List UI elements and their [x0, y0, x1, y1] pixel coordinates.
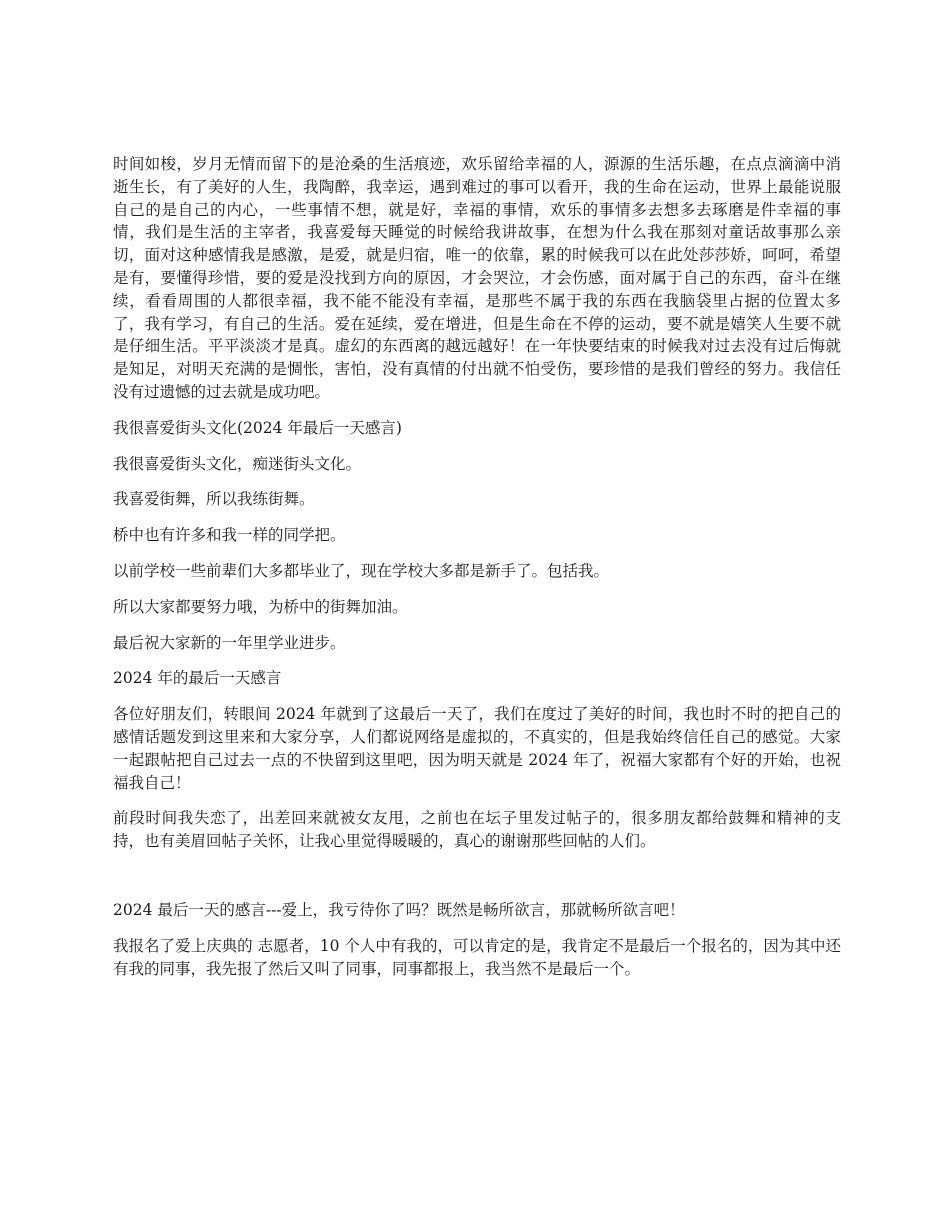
- paragraph-intro: 时间如梭，岁月无情而留下的是沧桑的生活痕迹，欢乐留给幸福的人，源源的生活乐趣，在点点滴滴中消逝生长，有了美好的人生，我陶醉，我幸运，遇到难过的事可以看开，我的生命在运动，世界上最能说服自己的是自己的内心，一些事情不想，就是好，幸福的事情，欢乐的事情多去想多去琢磨是件幸福的事情，我们是生活的主宰者，我喜爱每天睡觉的时候给我讲故事，在想为什么我在那刻对童话故事那么亲切，面对这种感情我是感激，是爱，就是归宿，唯一的依靠，累的时候我可以在此处莎莎娇，呵呵，希望是有，要懂得珍惜，要的爱是没找到方向的原因，才会哭泣，才会伤感，面对属于自己的东西，奋斗在继续，看看周围的人都很幸福，我不能不能没有幸福，是那些不属于我的东西在我脑袋里占据的位置太多了，我有学习，有自己的生活。爱在延续，爱在增进，但是生命在不停的运动，要不就是嬉笑人生要不就是仔细生活。平平淡淡才是真。虚幻的东西离的越远越好！在一年快要结束的时候我对过去没有过后悔就是知足，对明天充满的是惆怅，害怕，没有真情的付出就不怕受伤，要珍惜的是我们曾经的努力。我信任没有过遗憾的过去就是成功吧。: [113, 155, 841, 401]
- paragraph-street-culture-6: 最后祝大家新的一年里学业进步。: [113, 633, 346, 652]
- paragraph-last-day-2: 前段时间我失恋了，出差回来就被女友甩，之前也在坛子里发过帖子的，很多朋友都给鼓舞和精神的支持，也有美眉回帖子关怀，让我心里觉得暖暖的，真心的谢谢那些回帖的人们。: [113, 809, 841, 851]
- paragraph-aishang-title: 2024 最后一天的感言---爱上，我亏待你了吗？既然是畅所欲言，那就畅所欲言吧！: [113, 900, 685, 919]
- paragraph-street-culture-1: 我很喜爱街头文化，痴迷街头文化。: [113, 454, 362, 473]
- paragraph-street-culture-5: 所以大家都要努力哦，为桥中的街舞加油。: [113, 597, 408, 616]
- paragraph-last-day-1: 各位好朋友们，转眼间 2024 年就到了这最后一天了，我们在度过了美好的时间，我也时不时的把自己的感情话题发到这里来和大家分享，人们都说网络是虚拟的，不真实的，但是我始终信任自己的感觉。大家一起跟帖把自己过去一点的不快留到这里吧，因为明天就是 2024 年了，祝福大家都有个好的开始，也祝福我自己！: [113, 705, 841, 792]
- paragraph-aishang-1: 我报名了爱上庆典的 志愿者，10 个人中有我的，可以肯定的是，我肯定不是最后一个报名的，因为其中还有我的同事，我先报了然后又叫了同事，同事都报上，我当然不是最后一个。: [113, 936, 841, 978]
- paragraph-street-culture-4: 以前学校一些前辈们大多都毕业了，现在学校大多都是新手了。包括我。: [113, 561, 610, 580]
- paragraph-street-culture-title: 我很喜爱街头文化(2024 年最后一天感言): [113, 418, 402, 437]
- paragraph-street-culture-2: 我喜爱街舞，所以我练街舞。: [113, 490, 315, 509]
- document-body: [113, 153, 841, 993]
- paragraph-street-culture-3: 桥中也有许多和我一样的同学把。: [113, 526, 346, 545]
- section-gap: [113, 866, 841, 899]
- paragraph-last-day-title: 2024 年的最后一天感言: [113, 669, 282, 688]
